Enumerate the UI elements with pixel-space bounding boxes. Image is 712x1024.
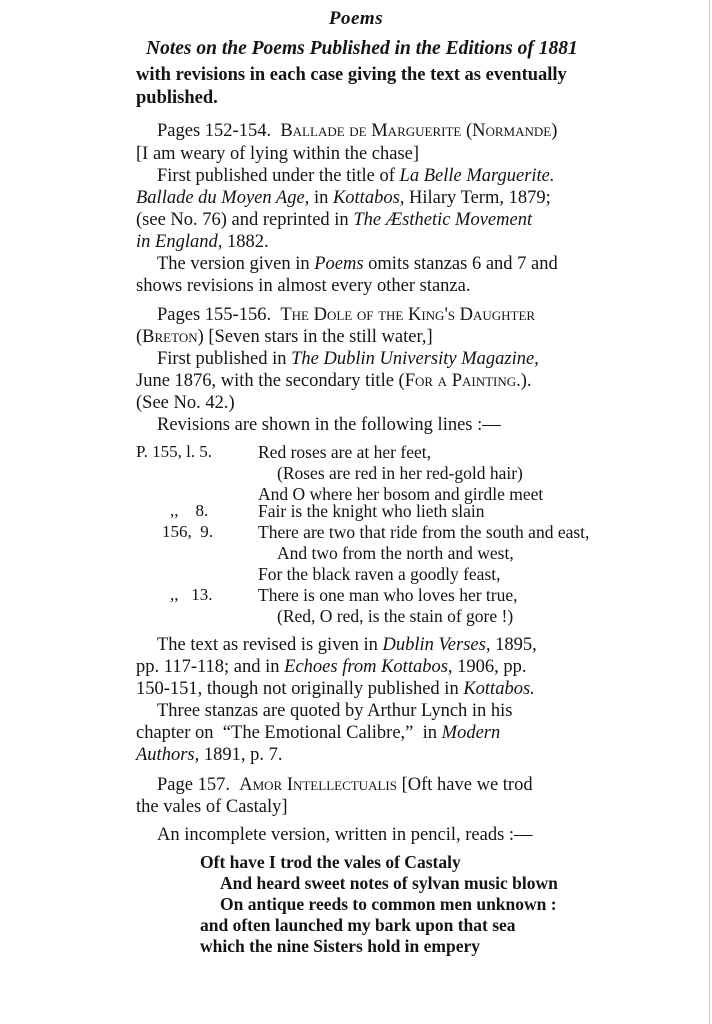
note2-title-2: (Breton) — [136, 327, 204, 347]
note2-text: pp. 117-118; and in — [136, 657, 285, 677]
note3-line-1: An incomplete version, written in pencil, reads :— — [157, 825, 533, 845]
note2-text: 1891, p. 7. — [199, 745, 283, 765]
fragment-line: and often launched my bark upon that sea — [200, 915, 516, 935]
note1-title: Ballade de Marguerite (Normande) — [280, 121, 558, 141]
revision-verse: There are two that ride from the south and east, — [258, 522, 590, 542]
note2-text: First published in — [157, 349, 292, 369]
note2-text-2 — [136, 656, 527, 678]
note2-pages: Pages 155-156. — [157, 305, 272, 325]
note1-italic: Kottabos, — [332, 188, 405, 208]
note2-italic: Authors, — [136, 745, 200, 765]
note2-line-2 — [136, 370, 532, 392]
note1-pages: Pages 152-154. — [157, 121, 272, 141]
note1-first-line: [I am weary of lying within the chase] — [136, 144, 420, 164]
fragment-line: On antique reeds to common men unknown : — [220, 894, 557, 914]
note2-text: ). — [520, 371, 532, 391]
note2-italic: Kottabos. — [463, 679, 535, 699]
note1-text: The version given in — [157, 254, 315, 274]
revision-ref: P. 155, l. 5. — [136, 442, 213, 461]
revision-ref: 156, 9. — [162, 522, 213, 541]
note2-text-1 — [157, 634, 537, 656]
note1-line-1 — [157, 165, 555, 187]
note1-italic: Poems — [314, 254, 364, 274]
note3-first-line-2: the vales of Castaly] — [136, 797, 288, 817]
note1-line-4 — [136, 231, 269, 253]
note2-title: The Dole of the King's Daughter — [280, 305, 536, 325]
section-heading: Notes on the Poems Published in the Editions of 1881 — [146, 38, 578, 59]
fragment-line: Oft have I trod the vales of Castaly — [200, 852, 461, 872]
note2-text: June 1876, with the secondary title ( — [136, 371, 405, 391]
revision-ref: ,, 13. — [170, 585, 213, 604]
note2-italic: Modern — [441, 723, 501, 743]
revision-verse: And two from the north and west, — [277, 543, 514, 563]
revision-ref: ,, 8. — [170, 501, 209, 520]
revision-verse: Fair is the knight who lieth slain — [258, 501, 485, 521]
revision-verse: (Roses are red in her red-gold hair) — [277, 463, 523, 483]
revision-verse: (Red, O red, is the stain of gore !) — [277, 606, 514, 626]
note1-italic: The Æsthetic Movement — [353, 210, 533, 230]
note1-heading — [157, 120, 557, 142]
fragment-line: which the nine Sisters hold in empery — [200, 936, 481, 956]
note2-italic: Echoes from Kottabos, — [284, 657, 453, 677]
revision-verse: For the black raven a goodly feast, — [258, 564, 501, 584]
fragment-line: And heard sweet notes of sylvan music blown — [220, 873, 558, 893]
note1-line-5 — [157, 253, 558, 275]
note1-line-2 — [136, 187, 551, 209]
note1-text: 1882. — [222, 232, 269, 252]
note2-heading — [157, 304, 535, 326]
note2-text: 1895, — [490, 635, 537, 655]
note1-line-6: shows revisions in almost every other stanza. — [136, 276, 471, 296]
revision-verse: There is one man who loves her true, — [258, 585, 518, 605]
note1-text: in — [309, 188, 333, 208]
note1-italic: in England, — [136, 232, 223, 252]
note1-title-italic: La Belle Marguerite. — [399, 166, 555, 186]
note2-text: The text as revised is given in — [157, 635, 383, 655]
revision-verse: And O where her bosom and girdle meet — [258, 484, 544, 504]
note2-line-3: (See No. 42.) — [136, 393, 235, 413]
note2-italic: Dublin Verses, — [382, 635, 491, 655]
note2-text-4: Three stanzas are quoted by Arthur Lynch in his — [157, 701, 513, 721]
note1-text: Hilary Term, 1879; — [404, 188, 551, 208]
note2-italic: The Dublin University Magazine, — [291, 349, 539, 369]
note2-text-6 — [136, 744, 282, 766]
intro-line-2: published. — [136, 88, 218, 108]
note2-text: chapter on “The Emotional Calibre,” in — [136, 723, 442, 743]
note2-text-5 — [136, 722, 500, 744]
note3-first-line: [Oft have we trod — [401, 775, 533, 795]
note2-smallcaps: For a Painting. — [404, 371, 521, 391]
note2-text: 1906, pp. — [452, 657, 527, 677]
intro-line-1: with revisions in each case giving the text as eventually — [136, 65, 567, 85]
note3-title: Amor Intellectualis — [239, 775, 397, 795]
note1-italic: Ballade du Moyen Age, — [136, 188, 310, 208]
note2-text: 150-151, though not originally published in — [136, 679, 464, 699]
page-edge — [709, 0, 710, 1024]
note2-line-4: Revisions are shown in the following lines :— — [157, 415, 501, 435]
note1-text: (see No. 76) and reprinted in — [136, 210, 354, 230]
note1-text: First published under the title of — [157, 166, 400, 186]
note1-line-3 — [136, 209, 532, 231]
revision-verse: Red roses are at her feet, — [258, 442, 431, 462]
note1-text: omits stanzas 6 and 7 and — [363, 254, 558, 274]
note3-pages: Page 157. — [157, 775, 230, 795]
note2-first-line: [Seven stars in the still water,] — [208, 327, 433, 347]
note2-text-3 — [136, 678, 535, 700]
running-head: Poems — [328, 8, 384, 29]
note2-line-1 — [157, 348, 539, 370]
note3-heading — [157, 774, 533, 796]
note2-heading-2 — [136, 326, 433, 348]
